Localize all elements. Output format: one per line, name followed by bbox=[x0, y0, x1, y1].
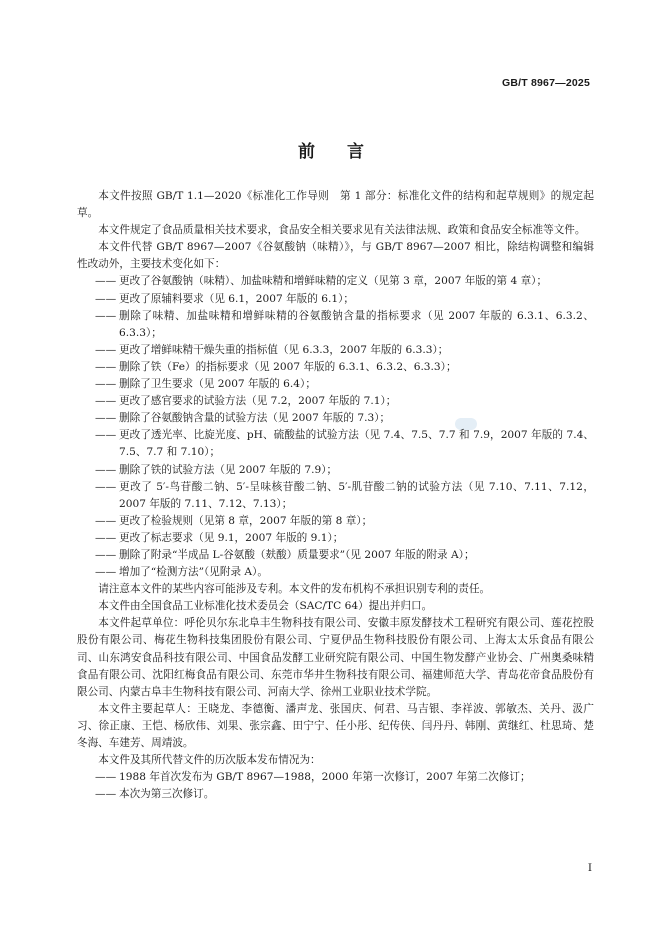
paragraph: 本文件由全国食品工业标准化技术委员会（SAC/TC 64）提出并归口。 bbox=[98, 600, 433, 613]
list-item: —— 删除了味精、加盐味精和增鲜味精的谷氨酸钠含量的指标要求（见 2007 年版的 6.3.1、6.3.2、6.3.3）； bbox=[95, 309, 594, 339]
dash: —— bbox=[95, 480, 117, 493]
paragraph: 请注意本文件的某些内容可能涉及专利。本文件的发布机构不承担识别专利的责任。 bbox=[98, 583, 491, 596]
title-char-2: 言 bbox=[347, 142, 364, 162]
list-item: —— 更改了增鲜味精干燥失重的指标值（见 6.3.3，2007 年版的 6.3.3）； bbox=[77, 342, 594, 359]
paragraph: 本文件按照 GB/T 1.1—2020《标准化工作导则 第 1 部分：标准化文件的结构和起草规则》的规定起草。 bbox=[77, 190, 594, 220]
paragraph: 本文件起草单位：呼伦贝尔东北阜丰生物科技有限公司、安徽丰原发酵技术工程研究有限公司、莲花控股股份有限公司、梅花生物科技集团股份有限公司、宁夏伊品生物科技股份有限公司、上海太太乐食品有限公司、山东鸿安食品科技有限公司、中国食品发酵工业研究院有限公司、中国生物发酵产业协会、广州奥桑味精食品有限公司、沈阳红梅食品有限公司、东莞市华井生物科技有限公司、福建师范大学、青岛花帝食品股份有限公司、内蒙古阜丰生物科技有限公司、河南大学、徐州工业职业技术学院。 bbox=[77, 617, 594, 698]
dash: —— bbox=[95, 378, 117, 391]
list-item: —— 删除了铁的试验方法（见 2007 年版的 7.9）； bbox=[77, 462, 594, 479]
page-number: I bbox=[587, 862, 592, 874]
list-item: —— 更改了检验规则（见第 8 章，2007 年版的第 8 章）； bbox=[77, 513, 594, 530]
dash: —— bbox=[95, 566, 117, 579]
list-item: —— 更改了透光率、比旋光度、pH、硫酸盐的试验方法（见 7.4、7.5、7.7 和 7.9，2007 年版的 7.4、7.5、7.7 和 7.10）； bbox=[95, 429, 594, 459]
page-title bbox=[0, 137, 662, 162]
dash: —— bbox=[95, 771, 117, 784]
list-item: —— 增加了“检测方法”（见附录 A）。 bbox=[77, 564, 594, 581]
list-item: —— 1988 年首次发布为 GB/T 8967—1988，2000 年第一次修订，2007 年第二次修订； bbox=[77, 769, 594, 786]
foreword-body bbox=[77, 188, 594, 803]
paragraph: 本文件代替 GB/T 8967—2007《谷氨酸钠（味精）》，与 GB/T 8967—2007 相比，除结构调整和编辑性改动外，主要技术变化如下： bbox=[77, 241, 594, 271]
dash: —— bbox=[95, 548, 117, 561]
dash: —— bbox=[95, 275, 117, 288]
list-item: —— 删除了铁（Fe）的指标要求（见 2007 年版的 6.3.1、6.3.2、6.3.3）； bbox=[77, 359, 594, 376]
list-item: —— 删除了附录“半成品 L-谷氨酸（麸酸）质量要求”（见 2007 年版的附录 A）； bbox=[77, 547, 594, 564]
dash: —— bbox=[95, 309, 117, 322]
dash: —— bbox=[95, 343, 117, 356]
history-list bbox=[77, 769, 594, 803]
standard-number: GB/T 8967—2025 bbox=[501, 77, 590, 89]
dash: —— bbox=[95, 514, 117, 527]
list-item: —— 更改了原辅料要求（见 6.1，2007 年版的 6.1）； bbox=[77, 291, 594, 308]
dash: —— bbox=[95, 531, 117, 544]
dash: —— bbox=[95, 788, 117, 801]
dash: —— bbox=[95, 292, 117, 305]
list-item: —— 更改了谷氨酸钠（味精）、加盐味精和增鲜味精的定义（见第 3 章，2007 年版的第 4 章）； bbox=[77, 273, 594, 290]
title-char-1: 前 bbox=[298, 142, 315, 162]
list-item: —— 删除了谷氨酸钠含量的试验方法（见 2007 年版的 7.3）； bbox=[77, 410, 594, 427]
list-item: —— 更改了标志要求（见 9.1，2007 年版的 9.1）； bbox=[77, 530, 594, 547]
change-list bbox=[77, 273, 594, 581]
list-item: —— 本次为第三次修订。 bbox=[77, 786, 594, 803]
paragraph: 本文件规定了食品质量相关技术要求，食品安全相关要求见有关法律法规、政策和食品安全标准等文件。 bbox=[98, 224, 586, 237]
dash: —— bbox=[95, 395, 117, 408]
dash: —— bbox=[95, 463, 117, 476]
dash: —— bbox=[95, 360, 117, 373]
dash: —— bbox=[95, 412, 117, 425]
paragraph: 本文件及其所代替文件的历次版本发布情况为： bbox=[98, 754, 321, 767]
dash: —— bbox=[95, 429, 117, 442]
list-item: —— 更改了 5′-鸟苷酸二钠、5′-呈味核苷酸二钠、5′-肌苷酸二钠的试验方法（见 7.10、7.11、7.12，2007 年版的 7.11、7.12、7.13）； bbox=[95, 480, 594, 510]
list-item: —— 更改了感官要求的试验方法（见 7.2，2007 年版的 7.1）； bbox=[77, 393, 594, 410]
paragraph: 本文件主要起草人：王晓龙、李德衡、潘声龙、张国庆、何君、马吉银、李祥波、郭敏杰、关丹、汲广习、徐正康、王恺、杨欣伟、刘果、张宗鑫、田宁宁、任小彤、纪传侠、闫丹丹、韩刚、黄继红、杜思琦、楚冬海、车建芳、周靖波。 bbox=[77, 702, 594, 749]
list-item: —— 删除了卫生要求（见 2007 年版的 6.4）； bbox=[77, 376, 594, 393]
